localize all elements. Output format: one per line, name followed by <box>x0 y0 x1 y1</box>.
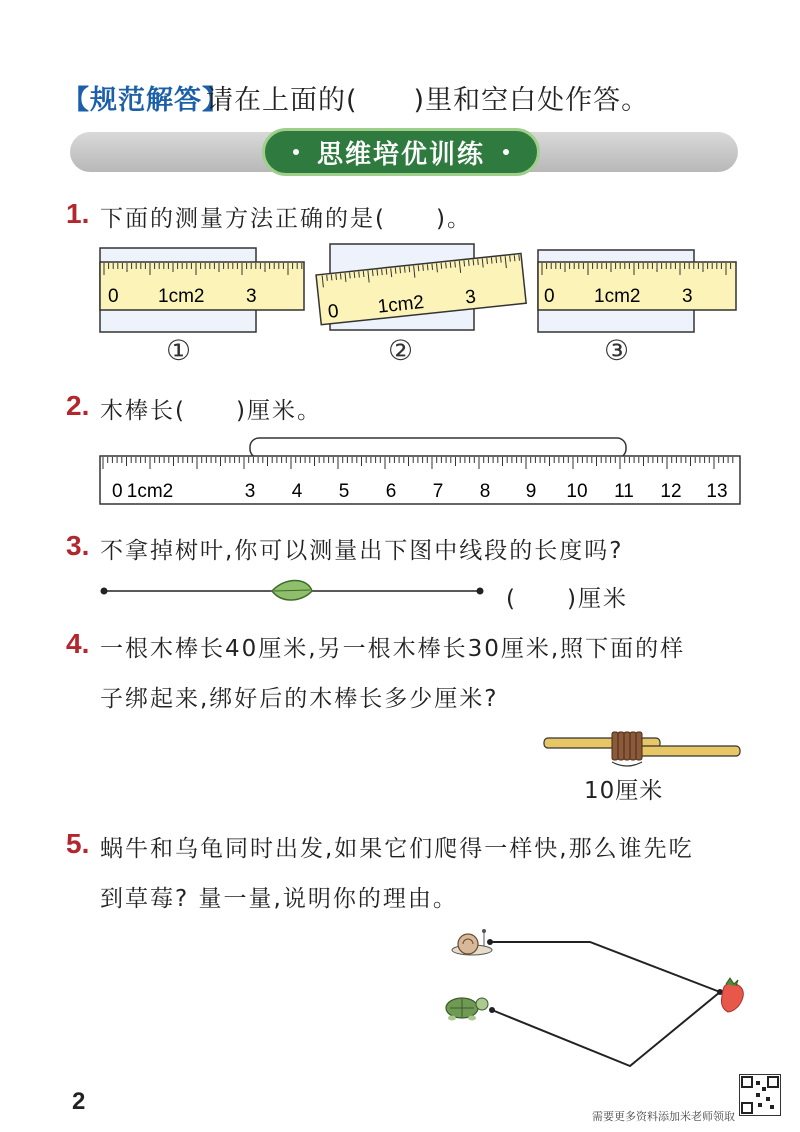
ruler-number-label: 10 <box>566 481 588 502</box>
answer-instruction: 请在上面的( )里和空白处作答。 <box>206 85 650 116</box>
ruler-tick <box>331 274 332 280</box>
q3-text: 不拿掉树叶,你可以测量出下图中线段的长度吗? <box>100 538 624 564</box>
option-3[interactable]: ③ <box>604 334 630 367</box>
option-2[interactable]: ② <box>388 334 414 367</box>
ruler-tick <box>432 264 433 270</box>
footer-note: 需要更多资料添加米老师领取 <box>592 1110 735 1123</box>
q1-figures <box>0 236 800 346</box>
ruler-tick <box>496 257 497 263</box>
q2-text: 木棒长( )厘米。 <box>100 398 322 424</box>
ruler-tick <box>446 262 447 268</box>
ruler-number-label: 5 <box>338 481 350 502</box>
ruler-tick <box>478 259 479 265</box>
segment-endpoint <box>101 588 108 595</box>
ruler3-label-0: 0 <box>544 286 555 307</box>
q4-figure <box>540 726 744 772</box>
ruler3-label-1: 1cm2 <box>594 286 641 307</box>
dot-icon <box>503 149 509 155</box>
ruler-tick <box>404 267 405 273</box>
ruler-tick <box>510 256 511 262</box>
q5-figure <box>440 920 760 1080</box>
ruler-number-label: 9 <box>525 481 537 502</box>
qr-code-icon <box>739 1074 781 1116</box>
ruler-number-label: 3 <box>244 481 256 502</box>
q3-figure <box>96 576 496 606</box>
ruler2-label-1: 1cm2 <box>376 291 426 318</box>
rope-binding <box>612 732 642 760</box>
ruler-number-label: 13 <box>706 481 728 502</box>
figure-1 <box>100 248 304 332</box>
q1-number: 1. <box>66 198 90 229</box>
ruler-tick <box>340 273 341 279</box>
dot-icon <box>293 149 299 155</box>
overlap-brace <box>612 762 642 766</box>
ruler-tick <box>491 258 492 264</box>
q5-line-1: 蜗牛和乌龟同时出发,如果它们爬得一样快,那么谁先吃 <box>100 836 694 862</box>
ruler2-label-0: 0 <box>326 300 340 323</box>
section-banner <box>262 128 540 176</box>
ruler-tick <box>350 272 351 278</box>
ruler-tick <box>386 269 387 275</box>
q4-number: 4. <box>66 628 90 659</box>
ruler-tick <box>473 260 474 266</box>
ruler-tick <box>469 260 470 266</box>
ruler1-label-1: 1cm2 <box>158 286 205 307</box>
ruler2-label-3: 3 <box>464 286 477 309</box>
ruler-number-label: 6 <box>385 481 397 502</box>
ruler-tick <box>400 267 401 273</box>
ruler-tick <box>487 258 488 264</box>
q4-line-2: 子绑起来,绑好后的木棒长多少厘米? <box>100 686 499 712</box>
ruler-tick <box>501 257 502 263</box>
wooden-stick <box>250 438 626 458</box>
q5-line-2: 到草莓? 量一量,说明你的理由。 <box>100 886 458 912</box>
ruler-number-label: 11 <box>614 481 634 502</box>
turtle-path <box>492 992 720 1066</box>
answer-tag: 【规范解答】 <box>62 85 230 116</box>
ruler-tick <box>441 263 442 269</box>
ruler-tick <box>455 261 456 267</box>
q4-line-1: 一根木棒长40厘米,另一根木棒长30厘米,照下面的样 <box>100 636 686 662</box>
ruler-tick <box>464 260 465 266</box>
ruler-number-label: 7 <box>432 481 444 502</box>
ruler-number-label: 8 <box>479 481 491 502</box>
ruler-number-label: 1cm2 <box>126 481 174 502</box>
ruler-tick <box>327 275 328 281</box>
ruler-tick <box>336 274 337 280</box>
ruler-tick <box>519 255 520 261</box>
ruler-number-label: 12 <box>660 481 682 502</box>
snail-icon <box>452 929 492 955</box>
figure-3 <box>538 250 736 332</box>
ruler1-label-0: 0 <box>108 286 119 307</box>
ruler1-label-3: 3 <box>246 286 257 307</box>
q3-number: 3. <box>66 530 90 561</box>
ruler-tick <box>409 266 410 272</box>
q3-answer[interactable]: ( )厘米 <box>506 586 628 612</box>
ruler-number-label: 4 <box>291 481 303 502</box>
turtle-icon <box>446 998 488 1021</box>
segment-endpoint <box>477 588 484 595</box>
ruler-tick <box>450 262 451 268</box>
ruler-tick <box>363 271 364 277</box>
ruler-tick <box>427 264 428 270</box>
strawberry-icon <box>721 978 743 1012</box>
snail-path <box>490 942 720 992</box>
page-number: 2 <box>72 1088 86 1115</box>
ruler-tick <box>354 272 355 278</box>
ruler-number-label: 0 <box>112 481 123 502</box>
option-1[interactable]: ① <box>166 334 192 367</box>
ruler-tick <box>423 265 424 271</box>
ruler-tick <box>359 272 360 278</box>
overlap-label: 10厘米 <box>584 778 664 804</box>
ruler-tick <box>377 270 378 276</box>
ruler-tick <box>372 270 373 276</box>
q2-number: 2. <box>66 390 90 421</box>
ruler-tick <box>418 265 419 271</box>
ruler-tick <box>382 269 383 275</box>
ruler-tick <box>514 255 515 261</box>
ruler-tick <box>395 268 396 274</box>
q5-number: 5. <box>66 828 90 859</box>
q2-figure <box>0 434 800 514</box>
q1-text: 下面的测量方法正确的是( )。 <box>100 206 472 232</box>
section-title: 思维培优训练 <box>316 139 485 170</box>
ruler3-label-3: 3 <box>682 286 693 307</box>
figure-2 <box>316 244 526 330</box>
